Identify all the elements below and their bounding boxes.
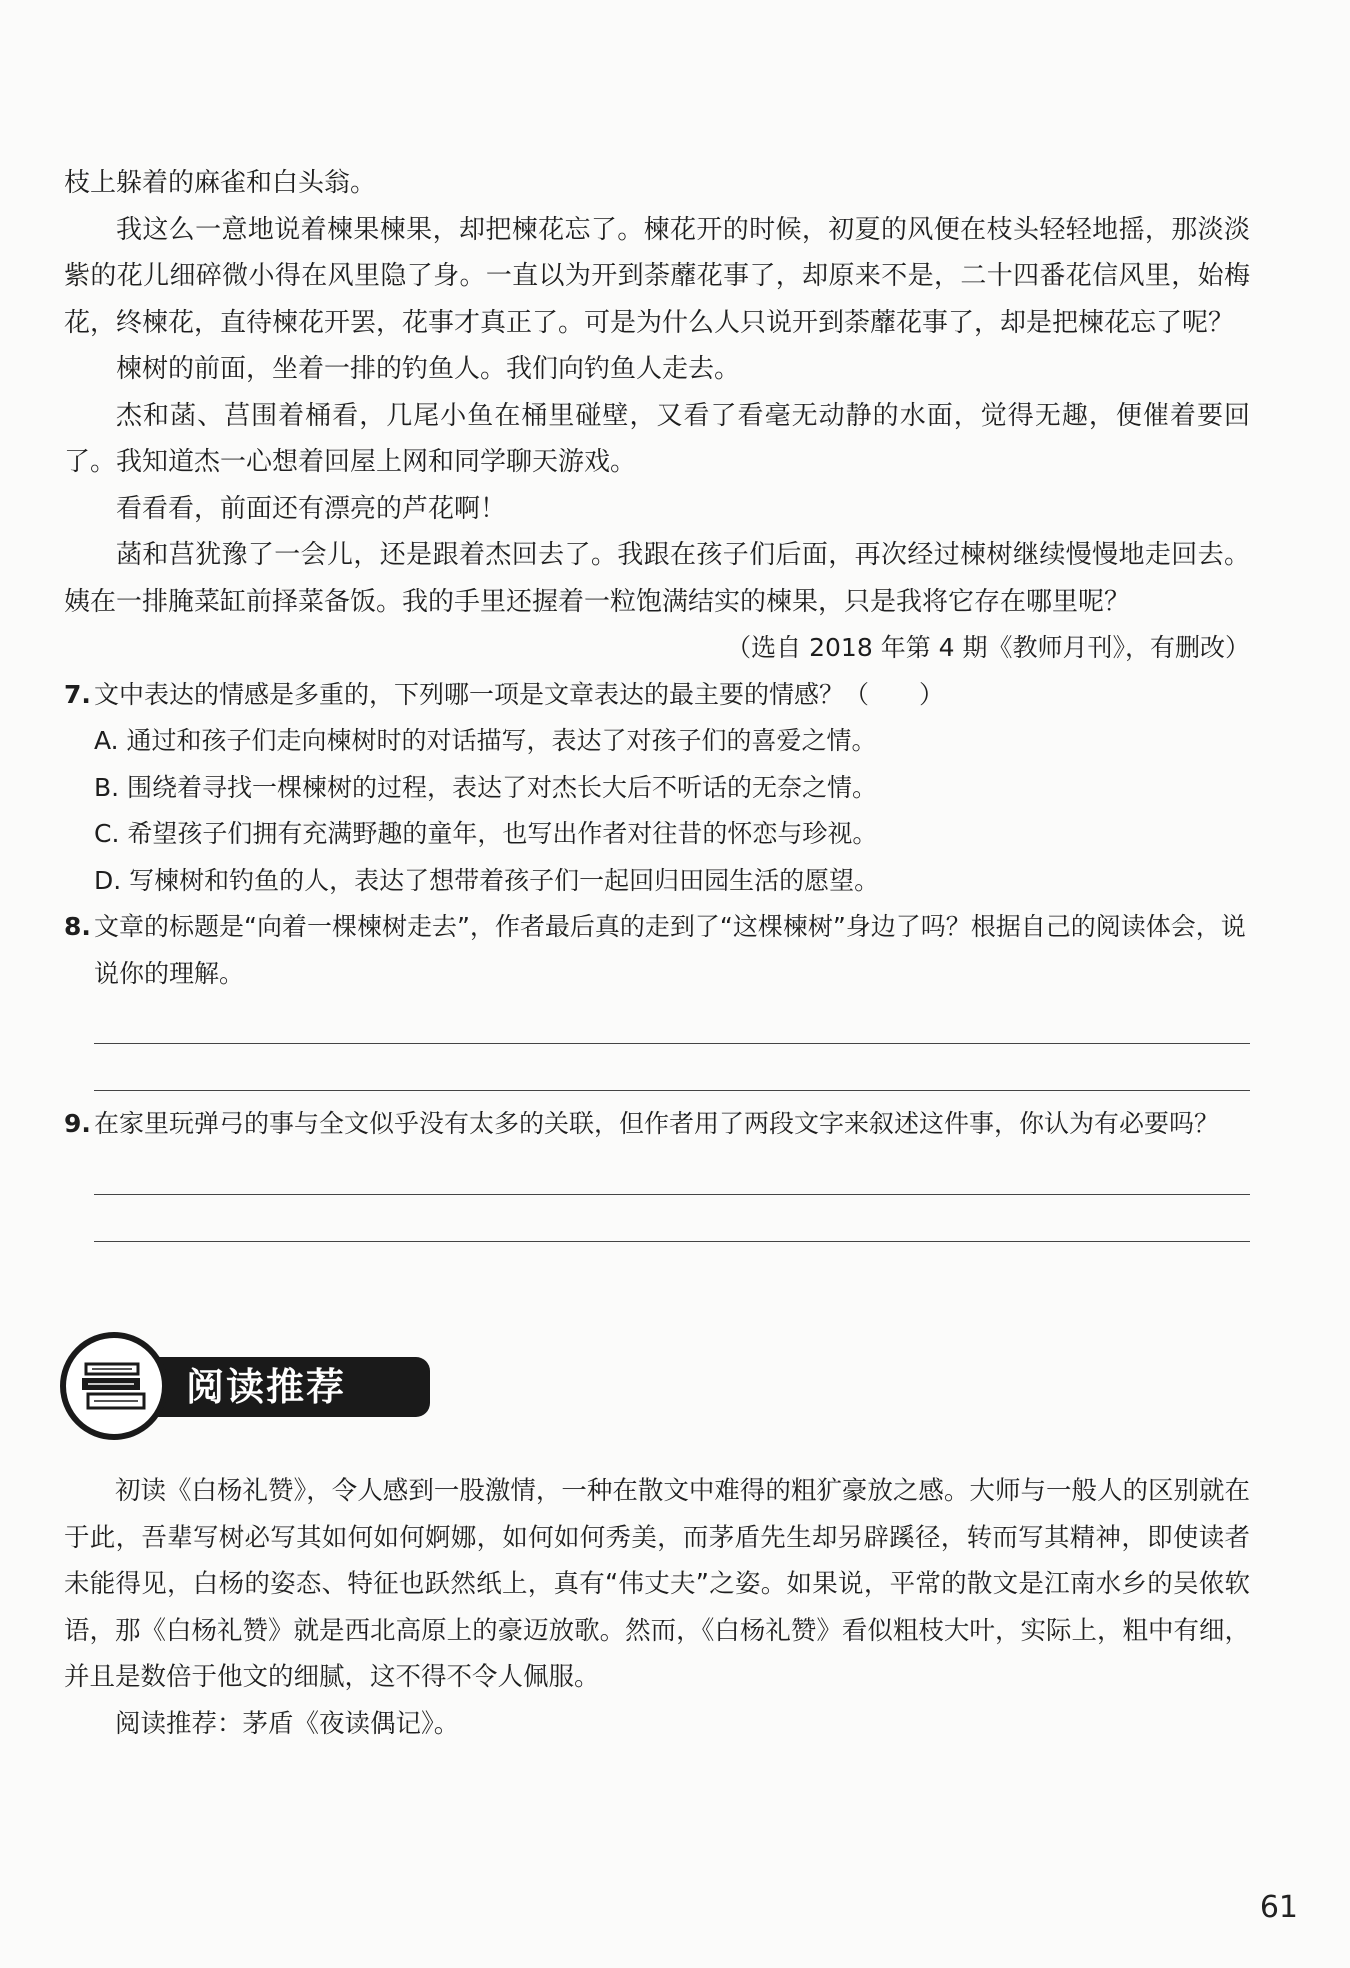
passage-source: （选自 2018 年第 4 期《教师月刊》，有删改） bbox=[726, 633, 1250, 662]
passage-paragraph-3: 楝树的前面，坐着一排的钓鱼人。我们向钓鱼人走去。 bbox=[116, 354, 741, 384]
reading-passage bbox=[64, 160, 1250, 1242]
question-8-answer-line-1[interactable] bbox=[94, 997, 1250, 1044]
passage-paragraph-4: 杰和菡、莒围着桶看，几尾小鱼在桶里碰壁，又看了看毫无动静的水面，觉得无趣，便催着要回了。我知道杰一心想着回屋上网和同学聊天游戏。 bbox=[64, 400, 1250, 477]
passage-paragraph-5: 看看看，前面还有漂亮的芦花啊！ bbox=[116, 493, 507, 524]
question-7-text: 文中表达的情感是多重的，下列哪一项是文章表达的最主要的情感？（ ） bbox=[94, 679, 945, 709]
question-9-answer-line-2[interactable] bbox=[94, 1195, 1250, 1242]
question-7-option-c: C. 希望孩子们拥有充满野趣的童年，也写出作者对往昔的怀恋与珍视。 bbox=[94, 819, 878, 848]
question-8 bbox=[64, 904, 1250, 1101]
recommendation-paragraph-2: 阅读推荐：茅盾《夜读偶记》。 bbox=[115, 1708, 460, 1739]
question-7-option-d: D. 写楝树和钓鱼的人，表达了想带着孩子们一起回归田园生活的愿望。 bbox=[94, 865, 880, 895]
question-9-answer-line-1[interactable] bbox=[94, 1148, 1250, 1195]
question-9-text: 在家里玩弹弓的事与全文似乎没有太多的关联，但作者用了两段文字来叙述这件事，你认为有必要吗？ bbox=[94, 1109, 1220, 1138]
recommendation-paragraph-1: 初读《白杨礼赞》，令人感到一股激情，一种在散文中难得的粗犷豪放之感。大师与一般人的区别就在于此，吾辈写树必写其如何如何婀娜，如何如何秀美，而茅盾先生却另辟蹊径，转而写其精神，即使读者未能得见，白杨的姿态、特征也跃然纸上，真有“伟丈夫”之姿。如果说，平常的散文是江南水乡的吴侬软语，那《白杨礼赞》就是西北高原上的豪迈放歌。然而，《白杨礼赞》看似粗枝大叶，实际上，粗中有细，并且是数倍于他文的细腻，这不得不令人佩服。 bbox=[64, 1476, 1250, 1692]
recommendation-body bbox=[64, 1468, 1250, 1747]
question-9-number: 9. bbox=[64, 1109, 91, 1138]
question-8-text: 文章的标题是“向着一棵楝树走去”，作者最后真的走到了“这棵楝树”身边了吗？根据自己的阅读体会，说说你的理解。 bbox=[94, 912, 1246, 988]
question-7-option-a: A. 通过和孩子们走向楝树时的对话描写，表达了对孩子们的喜爱之情。 bbox=[94, 726, 877, 755]
books-icon bbox=[60, 1332, 168, 1440]
question-8-number: 8. bbox=[64, 912, 91, 941]
reading-recommendation-header bbox=[60, 1332, 390, 1440]
page-number: 61 bbox=[1259, 1890, 1298, 1925]
question-7 bbox=[64, 672, 1250, 905]
passage-paragraph-1: 枝上躲着的麻雀和白头翁。 bbox=[64, 168, 377, 198]
question-8-answer-line-2[interactable] bbox=[94, 1044, 1250, 1091]
passage-paragraph-6: 菡和莒犹豫了一会儿，还是跟着杰回去了。我跟在孩子们后面，再次经过楝树继续慢慢地走回去。姨在一排腌菜缸前择菜备饭。我的手里还握着一粒饱满结实的楝果，只是我将它存在哪里呢？ bbox=[64, 540, 1250, 617]
passage-paragraph-2: 我这么一意地说着楝果楝果，却把楝花忘了。楝花开的时候，初夏的风便在枝头轻轻地摇，那淡淡紫的花儿细碎微小得在风里隐了身。一直以为开到荼蘼花事了，却原来不是，二十四番花信风里，始梅花，终楝花，直待楝花开罢，花事才真正了。可是为什么人只说开到荼蘼花事了，却是把楝花忘了呢？ bbox=[64, 214, 1250, 338]
recommendation-title: 阅读推荐 bbox=[186, 1365, 347, 1409]
question-9 bbox=[64, 1101, 1250, 1242]
question-7-number: 7. bbox=[64, 679, 91, 709]
question-7-option-b: B. 围绕着寻找一棵楝树的过程，表达了对杰长大后不听话的无奈之情。 bbox=[94, 772, 878, 802]
